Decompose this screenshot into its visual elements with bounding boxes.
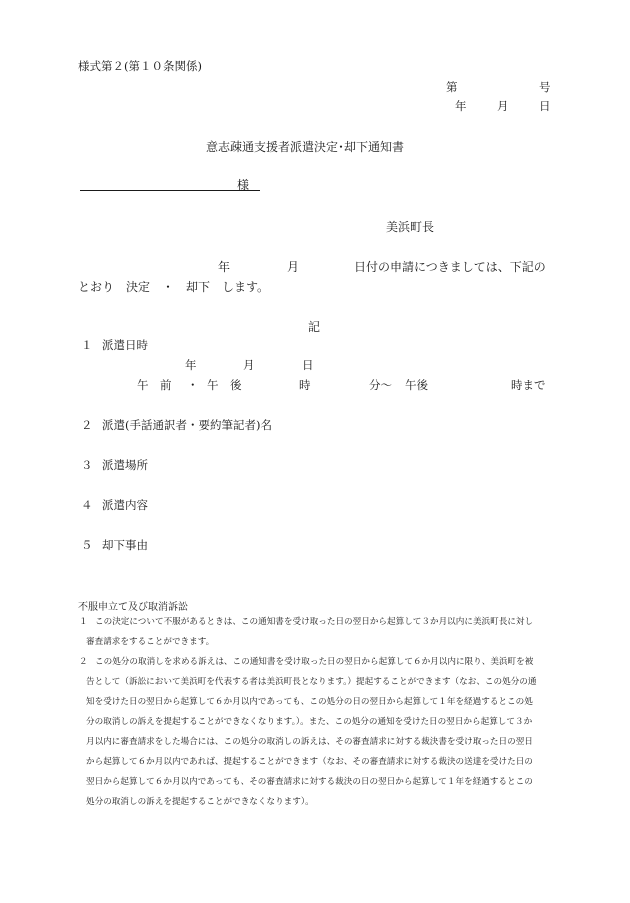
body-month: 月 [287, 260, 300, 274]
item-4-number: ４ [81, 498, 93, 512]
date-month: 月 [497, 99, 509, 113]
time-pm2: 午後 [405, 378, 428, 392]
doc-number-dai: 第 [446, 80, 458, 94]
notice-item-1-number: １ [79, 617, 88, 627]
notice-1-line-1: この決定について不服があるときは、この通知書を受け取った日の翌日から起算して３か月以内に美浜町長に対し [95, 617, 534, 627]
notice-2-line-6: から起算して６か月以内であれば、提起することができます（なお、その審査請求に対する裁決の送達を受けた日の [86, 757, 533, 767]
dispatch-year: 年 [185, 358, 197, 372]
date-year: 年 [455, 99, 467, 113]
time-am: 午 前 [137, 378, 172, 392]
item-2-number: ２ [81, 418, 93, 432]
notice-2-line-3: 知を受けた日の翌日から起算して６か月以内であっても、この処分の日の翌日から起算して１年を経過するとこの処 [86, 697, 533, 707]
notice-2-line-8: 処分の取消しの訴えを提起することができなくなります）。 [86, 797, 314, 807]
notice-2-line-7: 翌日から起算して６か月以内であっても、その審査請求に対する裁決の日の翌日から起算して１年を経過するとこの [86, 777, 533, 787]
item-1-label: 派遣日時 [102, 338, 148, 352]
doc-number-go: 号 [539, 80, 551, 94]
body-year: 年 [218, 260, 231, 274]
ki-heading: 記 [308, 320, 321, 334]
notice-1-line-2: 審査請求をすることができます。 [86, 637, 215, 647]
notice-item-2-number: ２ [79, 657, 88, 667]
time-pm: 午 後 [207, 378, 242, 392]
item-3-number: ３ [81, 458, 93, 472]
dispatch-day: 日 [302, 358, 314, 372]
time-hour: 時 [299, 378, 311, 392]
notice-2-line-4: 分の取消しの訴えを提起することができなくなります。）。また、この処分の通知を受けた日の翌日から起算して３か [86, 717, 533, 727]
item-3-label: 派遣場所 [102, 458, 148, 472]
addressee-suffix: 様 [237, 178, 250, 192]
date-day: 日 [539, 99, 551, 113]
time-until: 時まで [511, 378, 546, 392]
item-5-label: 却下事由 [102, 538, 148, 552]
dispatch-month: 月 [243, 358, 255, 372]
issuer: 美浜町長 [386, 220, 435, 234]
item-5-number: ５ [81, 538, 93, 552]
form-number: 様式第２(第１０条関係) [78, 59, 202, 73]
time-minute: 分～ [369, 378, 392, 392]
time-dot: ・ [187, 378, 199, 392]
document-title: 意志疎通支援者派遣決定･却下通知書 [206, 140, 405, 154]
item-4-label: 派遣内容 [102, 498, 148, 512]
item-1-number: １ [81, 338, 93, 352]
item-2-label: 派遣(手話通訳者・要約筆記者)名 [102, 418, 272, 432]
addressee-name-line [80, 190, 260, 191]
notice-heading: 不服申立て及び取消訴訟 [78, 602, 188, 613]
body-line1-rest: 日付の申請につきましては、下記の [354, 260, 546, 274]
notice-2-line-2: 告として（訴訟において美浜町を代表する者は美浜町長となります。）提起することができます（なお、この処分の通 [86, 677, 537, 687]
notice-2-line-1: この処分の取消しを求める訴えは、この通知書を受け取った日の翌日から起算して６か月以内に限り、美浜町を被 [95, 657, 534, 667]
notice-2-line-5: 月以内に審査請求をした場合には、この処分の取消しの訴えは、その審査請求に対する裁決書を受け取った日の翌日 [86, 737, 533, 747]
body-line2: とおり 決定 ・ 却下 します。 [78, 280, 270, 294]
